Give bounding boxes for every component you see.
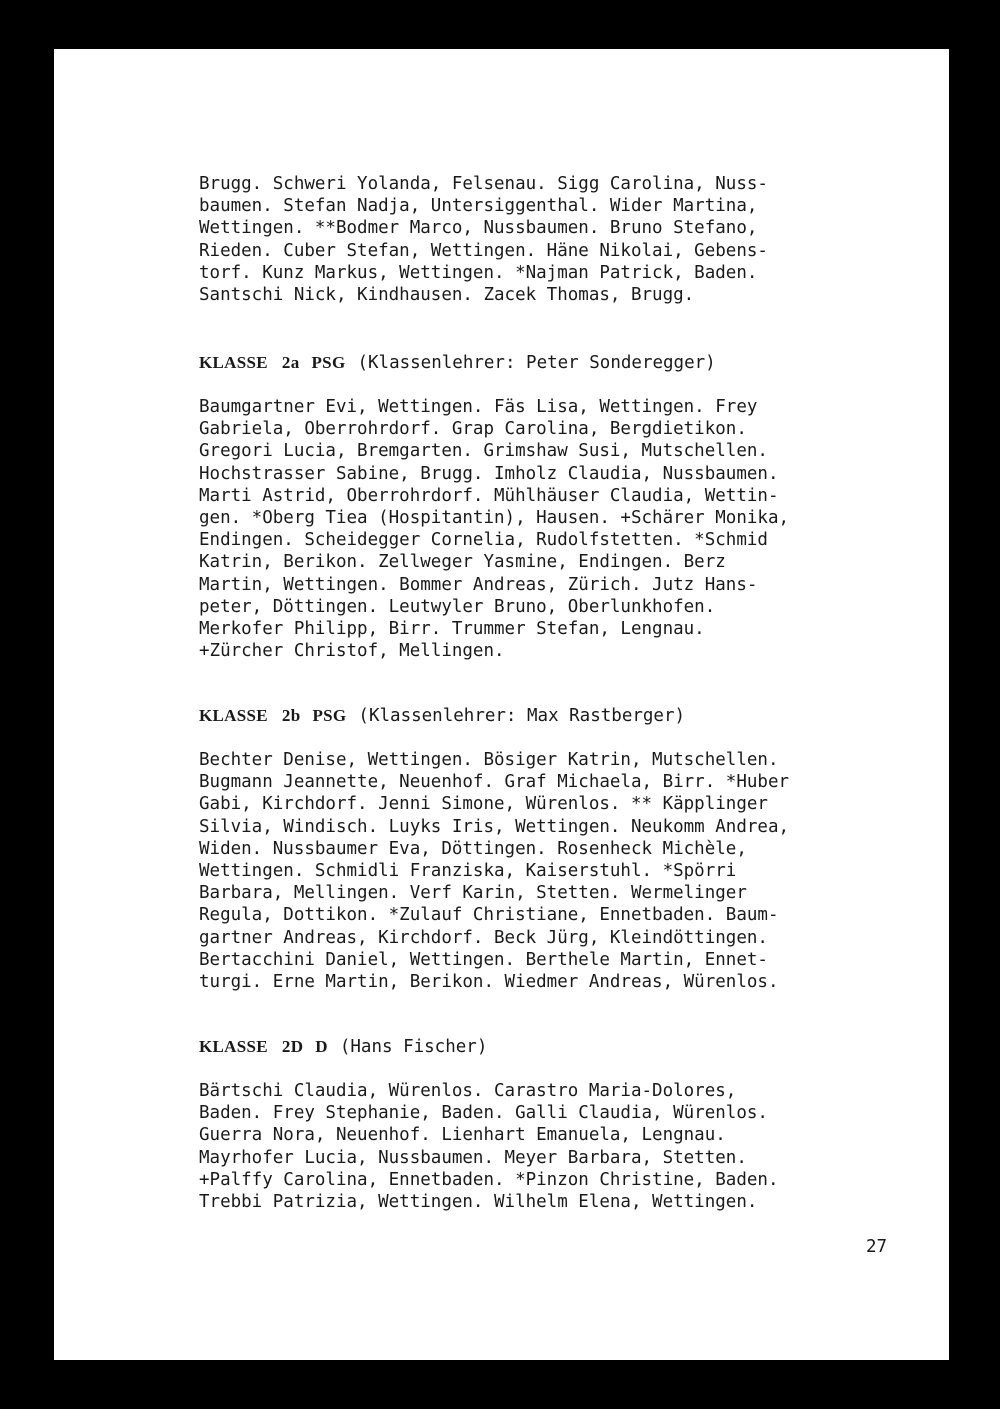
text-line: Wettingen. Schmidli Franziska, Kaiserstuhl. *Spörri xyxy=(199,860,737,881)
text-line: Regula, Dottikon. *Zulauf Christiane, Ennetbaden. Baum- xyxy=(199,905,779,926)
text-line: Bugmann Jeannette, Neuenhof. Graf Michaela, Birr. *Huber xyxy=(199,772,790,793)
heading-class-type: PSG xyxy=(311,353,346,372)
section-paragraph-2a xyxy=(199,396,919,662)
text-line: Baden. Frey Stephanie, Baden. Galli Claudia, Würenlos. xyxy=(199,1103,768,1124)
text-line: torf. Kunz Markus, Wettingen. *Najman Patrick, Baden. xyxy=(199,262,758,283)
text-line: Silvia, Windisch. Luyks Iris, Wettingen. Neukomm Andrea, xyxy=(199,816,790,837)
text-line: Merkofer Philipp, Birr. Trummer Stefan, Lengnau. xyxy=(199,618,705,639)
text-line: Marti Astrid, Oberrohrdorf. Mühlhäuser Claudia, Wettin- xyxy=(199,485,779,506)
heading-klasse: KLASSE xyxy=(199,353,268,372)
heading-class-code: 2b xyxy=(281,706,301,725)
section-heading-2a xyxy=(199,352,919,374)
text-line: Bechter Denise, Wettingen. Bösiger Katrin, Mutschellen. xyxy=(199,750,779,770)
section-heading-2b xyxy=(199,705,919,727)
intro-paragraph xyxy=(199,173,919,306)
text-line: Baumgartner Evi, Wettingen. Fäs Lisa, Wettingen. Frey xyxy=(199,397,758,417)
text-line: Endingen. Scheidegger Cornelia, Rudolfstetten. *Schmid xyxy=(199,530,768,551)
text-line: turgi. Erne Martin, Berikon. Wiedmer Andreas, Würenlos. xyxy=(199,971,779,992)
section-heading-2d xyxy=(199,1036,919,1058)
document-page xyxy=(54,49,949,1360)
text-line: Gregori Lucia, Bremgarten. Grimshaw Susi, Mutschellen. xyxy=(199,441,768,462)
heading-klasse: KLASSE xyxy=(199,706,268,725)
section-paragraph-2b xyxy=(199,749,919,993)
text-line: +Zürcher Christof, Mellingen. xyxy=(199,641,505,662)
text-line: Mayrhofer Lucia, Nussbaumen. Meyer Barbara, Stetten. xyxy=(199,1147,747,1168)
heading-teacher: (Klassenlehrer: Peter Sonderegger) xyxy=(357,353,716,373)
text-line: Santschi Nick, Kindhausen. Zacek Thomas, Brugg. xyxy=(199,284,695,305)
text-line: Bertacchini Daniel, Wettingen. Berthele Martin, Ennet- xyxy=(199,949,768,970)
text-line: Widen. Nussbaumer Eva, Döttingen. Rosenheck Michèle, xyxy=(199,838,747,859)
text-line: Katrin, Berikon. Zellweger Yasmine, Endingen. Berz xyxy=(199,552,726,573)
text-line: peter, Döttingen. Leutwyler Bruno, Oberlunkhofen. xyxy=(199,596,716,617)
text-line: +Palffy Carolina, Ennetbaden. *Pinzon Christine, Baden. xyxy=(199,1169,779,1190)
heading-teacher: (Klassenlehrer: Max Rastberger) xyxy=(358,706,686,726)
text-line: Rieden. Cuber Stefan, Wettingen. Häne Nikolai, Gebens- xyxy=(199,240,768,261)
text-line: Barbara, Mellingen. Verf Karin, Stetten. Wermelinger xyxy=(199,883,747,904)
page-number: 27 xyxy=(866,1237,888,1257)
text-line: gen. *Oberg Tiea (Hospitantin), Hausen. +Schärer Monika, xyxy=(199,507,790,528)
text-line: Gabi, Kirchdorf. Jenni Simone, Würenlos. ** Käpplinger xyxy=(199,794,768,815)
section-paragraph-2d xyxy=(199,1080,919,1213)
heading-class-code: 2D xyxy=(281,1037,304,1056)
text-line: Wettingen. **Bodmer Marco, Nussbaumen. Bruno Stefano, xyxy=(199,218,758,239)
text-line: Trebbi Patrizia, Wettingen. Wilhelm Elena, Wettingen. xyxy=(199,1191,758,1212)
heading-teacher: (Hans Fischer) xyxy=(339,1037,488,1057)
text-line: Hochstrasser Sabine, Brugg. Imholz Claudia, Nussbaumen. xyxy=(199,463,779,484)
text-line: Brugg. Schweri Yolanda, Felsenau. Sigg Carolina, Nuss- xyxy=(199,174,768,194)
text-line: Gabriela, Oberrohrdorf. Grap Carolina, Bergdietikon. xyxy=(199,419,747,440)
text-line: gartner Andreas, Kirchdorf. Beck Jürg, Kleindöttingen. xyxy=(199,927,768,948)
heading-klasse: KLASSE xyxy=(199,1037,268,1056)
heading-class-type: PSG xyxy=(312,706,347,725)
text-line: baumen. Stefan Nadja, Untersiggenthal. Wider Martina, xyxy=(199,196,758,217)
heading-class-type: D xyxy=(315,1037,328,1056)
text-line: Martin, Wettingen. Bommer Andreas, Zürich. Jutz Hans- xyxy=(199,574,758,595)
text-line: Guerra Nora, Neuenhof. Lienhart Emanuela, Lengnau. xyxy=(199,1125,726,1146)
heading-class-code: 2a xyxy=(281,353,300,372)
text-line: Bärtschi Claudia, Würenlos. Carastro Maria-Dolores, xyxy=(199,1081,737,1101)
